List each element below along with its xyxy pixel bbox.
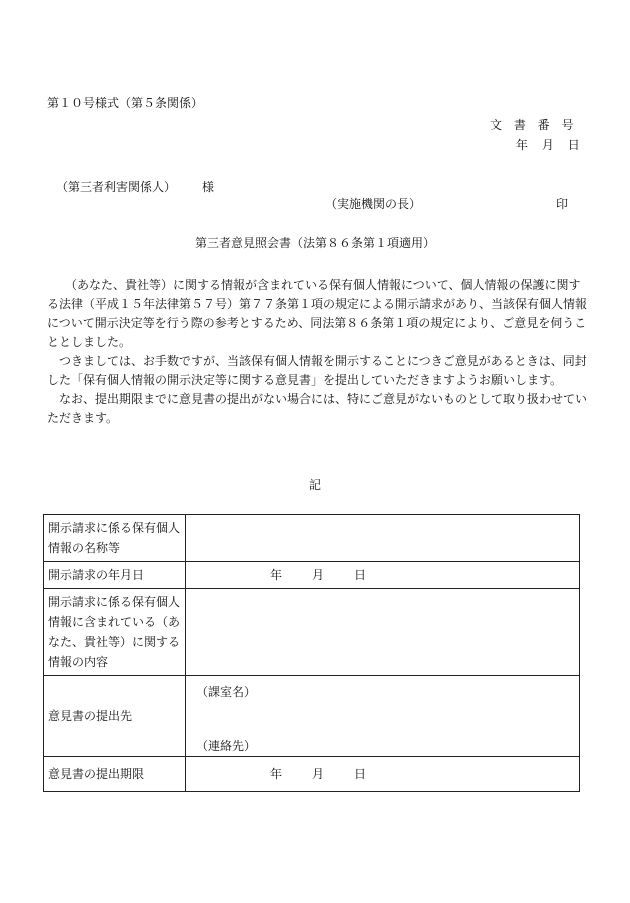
table-row <box>44 589 580 676</box>
ki-heading: 記 <box>308 478 321 492</box>
request-date-year: 年 <box>270 568 283 582</box>
addressee-honorific: 様 <box>202 180 215 194</box>
request-date-day: 日 <box>354 568 367 582</box>
deadline-year: 年 <box>270 767 283 781</box>
form-number: 第１０号様式（第５条関係） <box>47 96 204 110</box>
deadline-day: 日 <box>354 767 367 781</box>
table-label-info-content: 開示請求に係る保有個人情報に含まれている（あなた、貴社等）に関する情報の内容 <box>44 589 186 676</box>
body-text <box>47 276 587 428</box>
header-date-month: 月 <box>541 138 554 152</box>
request-date-month: 月 <box>312 568 325 582</box>
dept-name-label: （課室名） <box>196 685 257 699</box>
table-label-submission-dest: 意見書の提出先 <box>44 676 186 757</box>
header-date-year: 年 <box>516 138 529 152</box>
header-date-day: 日 <box>567 138 580 152</box>
table-value-submission-dest <box>186 676 580 757</box>
table-value-info-content <box>186 589 580 676</box>
detail-table <box>43 514 580 792</box>
body-paragraph-3: なお、提出期限までに意見書の提出がない場合には、特にご意見がないものとして取り扱わせていただきます。 <box>47 392 588 425</box>
document-number-label: 文 書 番 号 <box>490 118 578 132</box>
table-row <box>44 515 580 562</box>
table-value-deadline <box>186 757 580 792</box>
contact-label: （連絡先） <box>196 739 257 753</box>
table-row <box>44 676 580 757</box>
seal-mark: 印 <box>556 197 569 211</box>
addressee <box>56 181 214 193</box>
sender-name: （実施機関の長） <box>325 197 422 211</box>
table-row <box>44 757 580 792</box>
header-date <box>516 139 580 151</box>
table-value-info-name <box>186 515 580 562</box>
addressee-name: （第三者利害関係人） <box>56 180 177 194</box>
table-value-request-date <box>186 562 580 589</box>
table-row <box>44 562 580 589</box>
table-label-info-name: 開示請求に係る保有個人情報の名称等 <box>44 515 186 562</box>
body-paragraph-2: つきましては、お手数ですが、当該保有個人情報を開示することにつきご意見があるときは、同封した「保有個人情報の開示決定等に関する意見書」を提出していただきますようお願いします。 <box>47 354 587 387</box>
body-paragraph-1: （あなた、貴社等）に関する情報が含まれている保有個人情報について、個人情報の保護に関する法律（平成１５年法律第５７号）第７７条第１項の規定による開示請求があり、当該保有個人情報について開示決定等を行う際の参考とするため、同法第８６条第１項の規定により、ご意見を伺うこととしました。 <box>47 278 588 349</box>
table-label-request-date: 開示請求の年月日 <box>44 562 186 589</box>
document-title: 第三者意見照会書（法第８６条第１項適用） <box>194 236 435 250</box>
deadline-month: 月 <box>312 767 325 781</box>
table-label-deadline: 意見書の提出期限 <box>44 757 186 792</box>
